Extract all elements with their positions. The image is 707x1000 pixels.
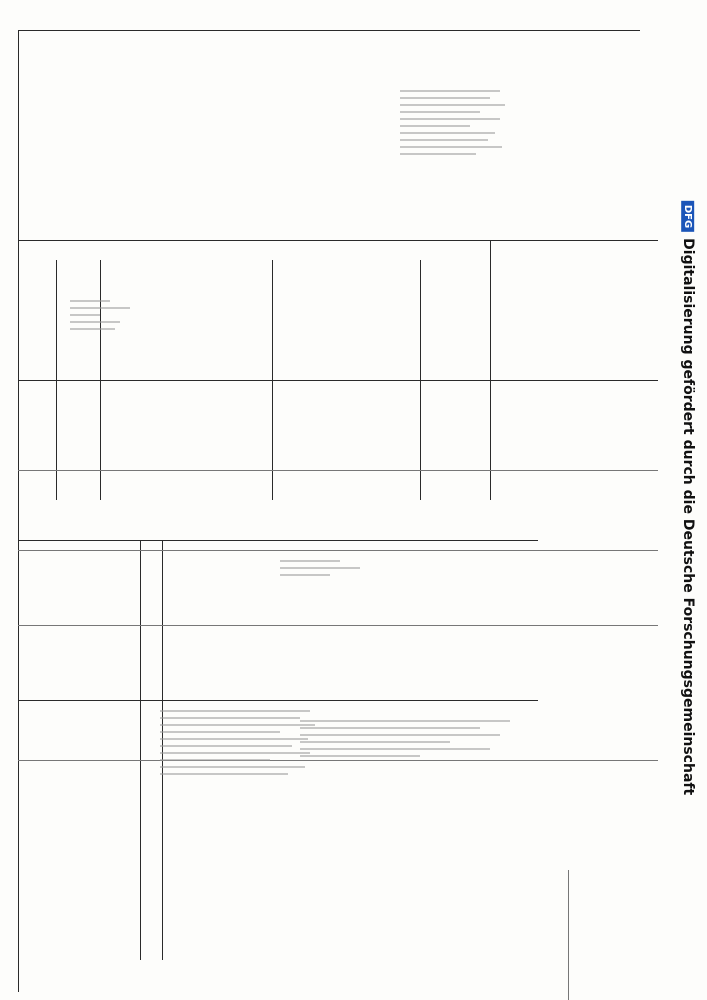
column-rule: [568, 870, 569, 1000]
column-rule: [490, 240, 491, 500]
dfg-logo: DFG: [682, 201, 695, 232]
row-rule: [18, 700, 538, 701]
ledger-text-block: [160, 710, 320, 780]
column-rule: [100, 260, 101, 500]
caption-text: Digitalisierung gefördert durch die Deutsche Forschungsgemeinschaft: [680, 238, 696, 796]
row-rule: [18, 240, 658, 241]
digitization-caption: [672, 8, 704, 988]
ledger-text-block: [280, 560, 480, 581]
ledger-text-block: [70, 300, 260, 335]
column-rule: [140, 540, 141, 960]
row-rule: [18, 625, 658, 626]
row-rule: [18, 470, 658, 471]
ledger-text-block: [300, 720, 520, 762]
column-rule: [272, 260, 273, 500]
ledger-text-block: [400, 90, 510, 160]
row-rule: [18, 540, 538, 541]
page-edge-left: [18, 30, 19, 992]
column-rule: [420, 260, 421, 500]
row-rule: [18, 380, 658, 381]
column-rule: [56, 260, 57, 500]
row-rule: [18, 550, 658, 551]
page-edge-top: [18, 30, 640, 31]
